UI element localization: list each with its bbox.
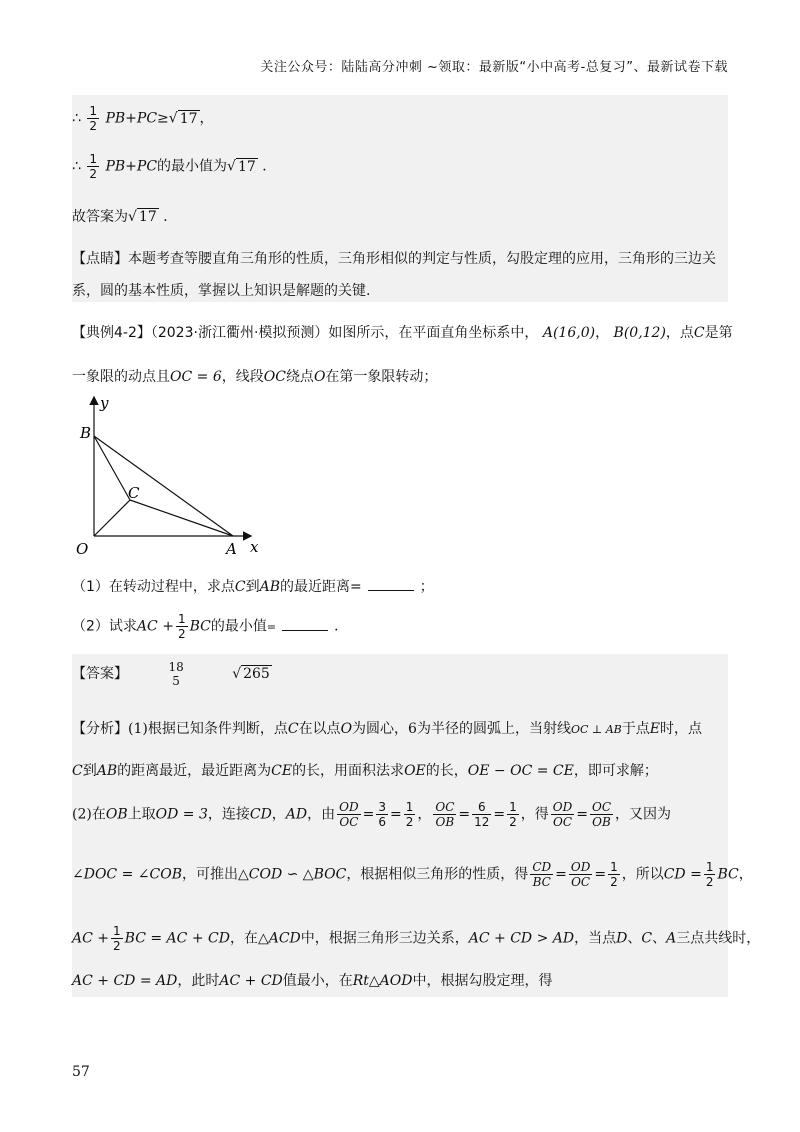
analysis-line-5: AC + $\frac{1}{2}$ BC = AC + CD，在△ACD中，根据三角形三边关系，AC + CD > AD，当点D、C、A三点共线时， <box>72 924 761 953</box>
analysis-line-2: C到AB的距离最近，最近距离为CE的长，用面积法求OE的长，OE − OC = CE，即可求解； <box>72 763 658 779</box>
segment-bc <box>94 436 130 500</box>
label-y: y <box>100 394 109 412</box>
label-c: C <box>128 484 140 502</box>
example-line-2: 一象限的动点且OC = 6，线段OC绕点O在第一象限转动； <box>72 369 438 385</box>
label-o: O <box>76 540 89 558</box>
half-fraction: $\frac{1}{2}$ <box>177 612 186 641</box>
answer-blank[interactable] <box>282 630 328 631</box>
segment-ca <box>130 500 233 536</box>
segment-oc <box>94 500 130 536</box>
analysis-line-3: (2)在OB上取OD = 3，连接CD，AD，由 $\frac{OD}{OC}$ = $\frac{3}{6}$ = $\frac{1}{2}$ ， $\frac{OC}{OB}$ = $\frac{6}{12}$ = $\frac{1}{2}$ ，得 $\frac{OD}{OC}$ = $\frac{OC}{OB}$ ，又因为 <box>72 800 672 829</box>
sqrt-17: √ 17 <box>227 158 256 175</box>
answer-blank[interactable] <box>368 590 414 591</box>
answer-line: 故答案为√ 17 ． <box>72 209 178 225</box>
question-2: （2）试求AC + $\frac{1}{2}$ BC的最小值= ． <box>72 612 349 641</box>
label-b: B <box>80 424 92 442</box>
answer-2-sqrt: √ 265 <box>232 666 270 682</box>
comment-line-2: 系，圆的基本性质，掌握以上知识是解题的关键. <box>72 283 371 299</box>
answer-row: 【答案】 18 5 √ 265 <box>72 660 270 688</box>
half-fraction: $\frac{1}{2}$ <box>89 104 98 133</box>
analysis-line-6: AC + CD = AD，此时AC + CD值最小，在Rt△AOD中，根据勾股定理，得 <box>72 973 553 989</box>
example-title: 【典例4-2】（2023·浙江衢州·模拟预测）如图所示，在平面直角坐标系中， A(16,0)， B(0,12)，点C是第 <box>72 325 733 341</box>
label-x: x <box>250 538 259 556</box>
segment-ab <box>94 436 233 536</box>
comment-line-1: 【点睛】本题考查等腰直角三角形的性质，三角形相似的判定与性质，勾股定理的应用，三角形的三边关 <box>72 251 716 267</box>
min-value-line: ∴ $\frac{1}{2}$ PB+PC的最小值为√ 17 ． <box>72 152 277 181</box>
half-fraction: $\frac{1}{2}$ <box>89 152 98 181</box>
analysis-line-4: ∠DOC = ∠COB，可推出△COD ∽ △BOC，根据相似三角形的性质，得 $\frac{CD}{BC}$ = $\frac{OD}{OC}$ = $\frac{1}{2}$ ，所以CD = $\frac{1}{2}$ BC， <box>72 860 753 889</box>
point-b-coord: B(0,12) <box>613 325 666 341</box>
therefore-symbol: ∴ <box>72 110 81 127</box>
analysis-line-1: 【分析】(1)根据已知条件判断，点C在以点O为圆心，6为半径的圆弧上，当射线OC ⊥ AB于点E时，点 <box>72 721 703 737</box>
page-header: 关注公众号：陆陆高分冲刺 ~领取：最新版“小中高考-总复习”、最新试卷下载 <box>260 60 728 75</box>
label-a: A <box>226 540 237 558</box>
page-number: 57 <box>72 1064 90 1080</box>
coordinate-figure <box>70 392 280 562</box>
inequality-expression: PB+PC≥ <box>105 110 169 127</box>
sum-expression: PB+PC <box>105 158 158 175</box>
question-1: （1）在转动过程中，求点C到AB的最近距离= ； <box>72 579 434 595</box>
oc-length: OC = 6 <box>170 369 222 385</box>
answer-1-fraction: 18 5 <box>168 660 184 688</box>
sqrt-17: √ 17 <box>128 209 157 225</box>
inequality-line: ∴ $\frac{1}{2}$ PB+PC≥√ 17 ， <box>72 104 214 133</box>
point-a-coord: A(16,0) <box>542 325 596 341</box>
sqrt-17: √ 17 <box>168 110 198 127</box>
